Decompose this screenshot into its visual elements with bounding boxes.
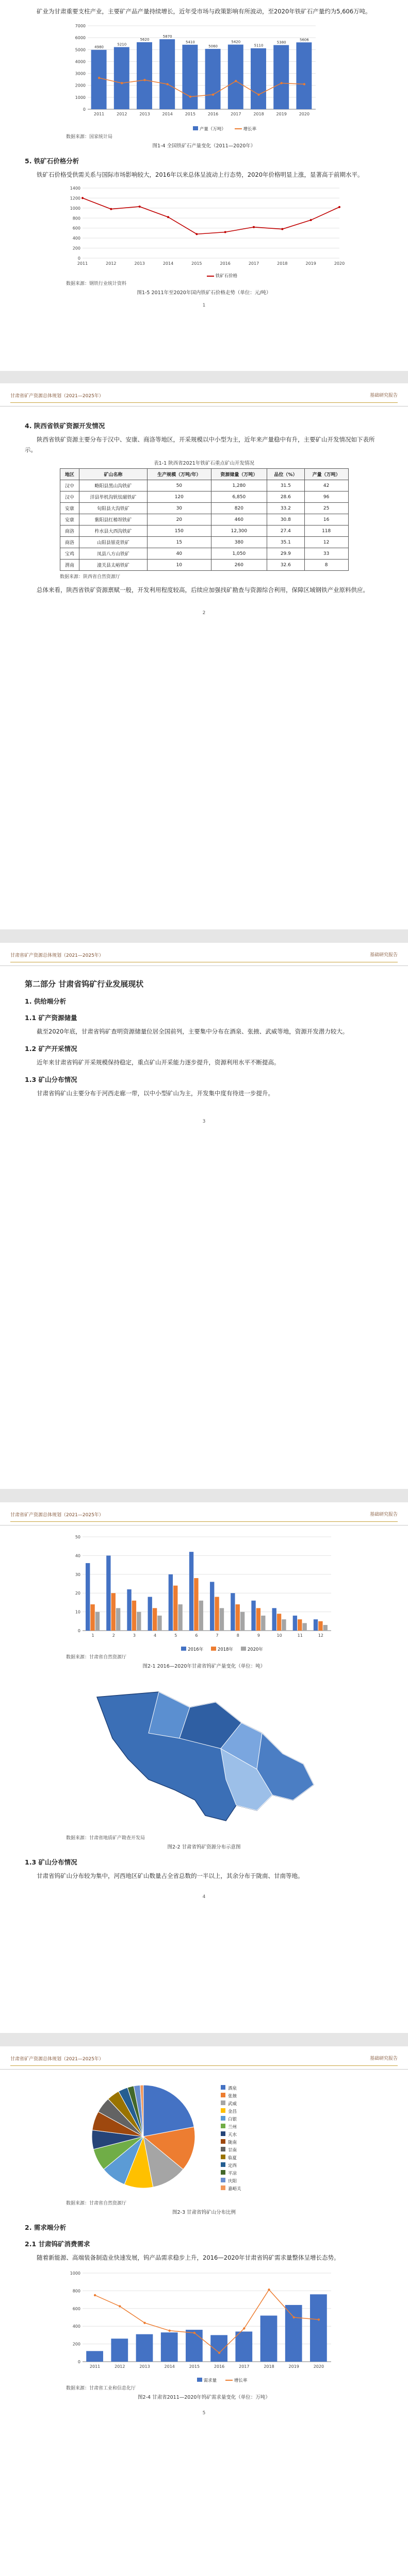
table-cell: 洋县毕机沟钒钛磁铁矿 — [79, 492, 148, 503]
paragraph: 甘肃省钨矿山主要分布于河西走廊一带，以中小型矿山为主，开发集中度有待进一步提升。 — [37, 1090, 274, 1097]
table-cell: 28.6 — [267, 492, 304, 503]
bar — [169, 1574, 173, 1631]
x-tick-label: 2018 — [253, 112, 264, 116]
bar — [293, 1616, 297, 1631]
x-tick-label: 2019 — [288, 2364, 299, 2369]
table-cell: 10 — [147, 560, 211, 571]
bar — [261, 1616, 265, 1631]
x-tick-label: 2019 — [276, 112, 287, 116]
y-tick-label: 1400 — [70, 186, 80, 191]
table-cell: 40 — [147, 548, 211, 560]
table-cell: 6,850 — [211, 492, 267, 503]
x-tick-label: 2011 — [93, 112, 105, 116]
table-cell: 16 — [304, 514, 348, 526]
bar — [277, 1614, 281, 1631]
bar — [236, 1604, 240, 1631]
table-row — [60, 492, 348, 503]
table-cell: 渭南 — [60, 560, 79, 571]
data-label: 5620 — [140, 37, 150, 42]
x-tick-label: 3 — [133, 1633, 136, 1638]
table-cell: 260 — [211, 560, 267, 571]
legend-item: 甘南 — [221, 2147, 241, 2155]
bar — [194, 1578, 198, 1631]
bar — [106, 1555, 110, 1631]
paragraph: 近年来甘肃省钨矿开采规模保持稳定，重点矿山开采能力逐步提升，资源利用水平不断提高。 — [37, 1059, 280, 1066]
legend-item: 定西 — [221, 2162, 241, 2170]
table-row — [60, 560, 348, 571]
bar — [91, 50, 107, 109]
table-row — [60, 480, 348, 492]
x-tick-label: 2020 — [334, 261, 345, 266]
bar — [173, 1586, 177, 1631]
bar — [296, 42, 312, 109]
map-caption: 图2-2 甘肃省钨矿资源分布示意图 — [167, 1844, 241, 1850]
data-label: 5606 — [299, 38, 309, 42]
page-2 — [0, 383, 408, 929]
x-tick-label: 2013 — [134, 261, 145, 266]
legend-item: 平凉 — [221, 2170, 241, 2178]
price-line — [83, 198, 339, 234]
x-tick-label: 2014 — [162, 112, 173, 116]
y-tick-label: 3000 — [75, 71, 86, 76]
price-paragraph: 铁矿石价格受供需关系与国际市场影响较大，2016年以来总体呈波动上行态势，2020年价格明显上涨，显著高于前期水平。 — [37, 171, 364, 178]
y-tick-label: 800 — [72, 2289, 80, 2294]
legend-item: 张掖 — [221, 2093, 241, 2100]
x-tick-label: 2012 — [106, 261, 117, 266]
table-row — [60, 537, 348, 548]
bar — [153, 1608, 157, 1631]
bar — [137, 42, 152, 109]
page-number: 5 — [202, 2411, 206, 2416]
table-cell: 汉中 — [60, 492, 79, 503]
bar — [298, 1619, 302, 1631]
table-header: 品位（%） — [267, 469, 304, 480]
table-cell: 安康 — [60, 503, 79, 514]
x-tick-label: 10 — [276, 1633, 282, 1638]
page-4 — [0, 1502, 408, 2033]
section-title: 2. 需求端分析 — [25, 2224, 67, 2231]
legend-item: 天水 — [221, 2131, 241, 2139]
table-header: 生产规模（万吨/年） — [147, 469, 211, 480]
x-tick-label: 2012 — [115, 2364, 125, 2369]
table-cell: 32.6 — [267, 560, 304, 571]
x-tick-label: 4 — [154, 1633, 157, 1638]
bar — [95, 1612, 100, 1631]
subsection-title: 2.1 甘肃钨矿消费需求 — [25, 2240, 90, 2248]
table-cell: 紫阳县红椿坝铁矿 — [79, 514, 148, 526]
paragraph: 总体来看，陕西省铁矿资源禀赋一般，开发利用程度较高，后续应加强找矿勘查与资源综合利用，保障区域钢铁产业原料供应。 — [37, 586, 369, 594]
bar — [157, 1616, 161, 1631]
x-tick-label: 2016 — [214, 2364, 225, 2369]
table-cell: 山阳县银花铁矿 — [79, 537, 148, 548]
bar — [111, 2338, 128, 2362]
bar — [228, 45, 243, 109]
x-tick-label: 2018 — [277, 261, 288, 266]
subsection-title: 1.3 矿山分布情况 — [25, 1076, 77, 1083]
bar — [215, 1597, 219, 1631]
x-tick-label: 2011 — [77, 261, 88, 266]
y-tick-label: 0 — [77, 2360, 80, 2364]
table-cell: 50 — [147, 480, 211, 492]
table-row — [60, 526, 348, 537]
bar — [132, 1601, 136, 1631]
bar — [86, 1563, 90, 1631]
data-label: 5110 — [254, 43, 264, 48]
x-tick-label: 2014 — [164, 2364, 175, 2369]
x-tick-label: 2020 — [299, 112, 310, 116]
chart-source: 数据来源：甘肃省工业和信息化厅 — [66, 2386, 136, 2391]
x-tick-label: 2018 — [264, 2364, 274, 2369]
data-label: 5210 — [117, 42, 127, 47]
y-tick-label: 50 — [75, 1535, 80, 1539]
table-caption: 表1-1 陕西省2021年铁矿石重点矿山开发情况 — [154, 461, 254, 466]
table-header: 产量（万吨） — [304, 469, 348, 480]
pie-chart — [76, 2075, 383, 2198]
y-tick-label: 6000 — [75, 36, 86, 41]
bar — [199, 1601, 203, 1631]
bar — [137, 1612, 141, 1631]
x-tick-label: 9 — [257, 1633, 260, 1638]
legend-item: 陇南 — [221, 2139, 241, 2147]
page-header: 甘肃省矿产资源总体规划（2021—2025年） 基础研究报告 — [0, 943, 408, 966]
x-tick-label: 8 — [236, 1633, 239, 1638]
bar — [318, 1621, 322, 1631]
chart-source: 数据来源：甘肃省自然资源厅 — [66, 1655, 127, 1660]
table-cell: 15 — [147, 537, 211, 548]
bar — [282, 1619, 286, 1631]
bar — [186, 2330, 203, 2362]
data-label: 5380 — [276, 40, 286, 45]
table-cell: 820 — [211, 503, 267, 514]
table-cell: 31.5 — [267, 480, 304, 492]
y-tick-label: 1000 — [75, 95, 86, 100]
bar — [90, 1604, 94, 1631]
data-label: 5060 — [208, 44, 218, 48]
section-title: 4. 陕西省铁矿资源开发情况 — [25, 422, 105, 430]
y-tick-label: 400 — [72, 2324, 80, 2329]
table-cell: 商洛 — [60, 526, 79, 537]
bar — [127, 1589, 131, 1631]
subsection-title: 1.2 矿产开采情况 — [25, 1045, 77, 1053]
data-label: 4980 — [94, 45, 104, 49]
bar — [251, 1601, 255, 1631]
table-header: 矿山名称 — [79, 469, 148, 480]
y-tick-label: 0 — [83, 107, 86, 112]
table-row — [60, 514, 348, 526]
legend-item: 临夏 — [221, 2155, 241, 2162]
chart-caption: 图1-5 2011年至2020年国内铁矿石价格走势（单位：元/吨） — [137, 290, 271, 296]
table-cell: 旬阳县大沟铁矿 — [79, 503, 148, 514]
province-map — [87, 1676, 383, 1833]
bar — [231, 1593, 235, 1631]
x-tick-label: 2019 — [305, 261, 316, 266]
x-tick-label: 2 — [112, 1633, 115, 1638]
table-cell: 1,050 — [211, 548, 267, 560]
x-tick-label: 2013 — [139, 2364, 150, 2369]
bar — [314, 1619, 318, 1631]
legend-item: 兰州 — [221, 2124, 241, 2131]
table-cell: 潼关县太峪铁矿 — [79, 560, 148, 571]
bar — [114, 47, 129, 109]
page-number: 2 — [202, 611, 206, 616]
data-label: 5870 — [162, 35, 172, 39]
x-tick-label: 11 — [297, 1633, 303, 1638]
page-header: 甘肃省矿产资源总体规划（2021—2025年） 基础研究报告 — [0, 383, 408, 406]
bar — [220, 1608, 224, 1631]
bar — [240, 1612, 244, 1631]
table-cell: 118 — [304, 526, 348, 537]
chart-caption: 图2-1 2016—2020年甘肃省钨矿产量变化（单位：吨） — [142, 1664, 266, 1669]
bar — [235, 2332, 252, 2362]
chart-caption: 图1-4 全国铁矿石产量变化（2011—2020年） — [152, 143, 256, 149]
table-cell: 柞水县大西沟铁矿 — [79, 526, 148, 537]
y-tick-label: 7000 — [75, 24, 86, 28]
map-source: 数据来源：甘肃省地质矿产勘查开发局 — [66, 1836, 145, 1841]
x-tick-label: 2011 — [89, 2364, 101, 2369]
table-header: 资源储量（万吨） — [211, 469, 267, 480]
y-tick-label: 20 — [75, 1591, 80, 1596]
y-tick-label: 200 — [72, 2342, 80, 2347]
table-cell: 商洛 — [60, 537, 79, 548]
x-tick-label: 2015 — [185, 112, 196, 116]
y-tick-label: 10 — [75, 1609, 80, 1615]
paragraph: 截至2020年底，甘肃省钨矿查明资源储量位居全国前列，主要集中分布在酒泉、张掖、武威等地，资源开发潜力较大。 — [37, 1028, 349, 1035]
table-cell: 12,300 — [211, 526, 267, 537]
table-cell: 20 — [147, 514, 211, 526]
x-tick-label: 2015 — [189, 2364, 200, 2369]
bar — [256, 1608, 260, 1631]
legend-item: 武威 — [221, 2100, 241, 2108]
table-cell: 1,280 — [211, 480, 267, 492]
bar — [273, 45, 289, 109]
x-tick-label: 2015 — [191, 261, 202, 266]
y-tick-label: 600 — [72, 2306, 80, 2311]
bar — [272, 1608, 276, 1631]
table-row — [60, 503, 348, 514]
paragraph: 甘肃省钨矿山分布较为集中，河西地区矿山数量占全省总数的一半以上，其余分布于陇南、甘南等地。 — [37, 1872, 304, 1879]
table-row — [60, 548, 348, 560]
table-cell: 安康 — [60, 514, 79, 526]
table-cell: 27.4 — [267, 526, 304, 537]
chart-caption: 图2-3 甘肃省钨矿山分布比例 — [172, 2210, 236, 2215]
y-tick-label: 30 — [75, 1572, 80, 1577]
y-tick-label: 40 — [75, 1553, 80, 1558]
y-tick-label: 800 — [72, 216, 80, 221]
bar — [310, 2294, 327, 2362]
x-tick-label: 7 — [216, 1633, 219, 1638]
x-tick-label: 2013 — [139, 112, 150, 116]
page-5 — [0, 2046, 408, 2576]
bar — [210, 1582, 214, 1631]
subsection-title: 1.3 矿山分布情况 — [25, 1858, 77, 1866]
y-tick-label: 400 — [72, 236, 80, 241]
x-tick-label: 2012 — [117, 112, 127, 116]
legend-price — [207, 276, 214, 277]
legend-item: 庆阳 — [221, 2178, 241, 2185]
legend-item: 白银 — [221, 2116, 241, 2124]
bar — [182, 45, 198, 109]
x-tick-label: 2017 — [239, 2364, 250, 2369]
table-cell: 96 — [304, 492, 348, 503]
chart-caption: 图2-4 甘肃省2011—2020年钨矿需求量变化（单位：万吨） — [138, 2395, 270, 2400]
table-cell: 8 — [304, 560, 348, 571]
paragraph: 陕西省铁矿资源主要分布于汉中、安康、商洛等地区，开采规模以中小型为主，近年来产量稳中有升，主要矿山开发情况如下表所示。 — [25, 436, 375, 453]
intro-paragraph: 矿业为甘肃重要支柱产业，主要矿产品产量持续增长，近年受市场与政策影响有所波动，至2020年铁矿石产量约为5,606万吨。 — [37, 8, 371, 15]
production-chart: 0 1000 2000 3000 4000 5000 6000 7000 4980 5210 5620 5870 5410 5060 5420 5110 5380 5606 2011 2012 2013 2014 2015 2016 2017 2018 2019 2020 产量（万吨） 增长率 — [66, 20, 383, 132]
paragraph: 随着新能源、高端装备制造业快速发展，钨产品需求稳步上升，2016—2020年甘肃省钨矿需求量整体呈增长态势。 — [37, 2254, 340, 2261]
bar — [251, 48, 266, 109]
table-cell: 380 — [211, 537, 267, 548]
y-tick-label: 600 — [72, 226, 80, 231]
y-tick-label: 0 — [77, 1629, 80, 1633]
table-cell: 汉中 — [60, 480, 79, 492]
data-label: 5410 — [185, 40, 195, 44]
table-cell: 120 — [147, 492, 211, 503]
table-cell: 35.1 — [267, 537, 304, 548]
table-cell: 宝鸡 — [60, 548, 79, 560]
page-number: 4 — [202, 1894, 206, 1900]
bar — [302, 1623, 306, 1631]
table-cell: 42 — [304, 480, 348, 492]
legend-item: 嘉峪关 — [221, 2185, 241, 2193]
price-chart: 0 200 400 600 800 1000 1200 1400 2011 2012 2013 2014 2015 2016 2017 2018 2019 2020 铁矿石价格 — [70, 186, 345, 279]
page-header: 甘肃省矿产资源总体规划（2021—2025年） 基础研究报告 — [0, 1502, 408, 1526]
bar — [189, 1552, 193, 1631]
table-cell: 29.9 — [267, 548, 304, 560]
bar — [116, 1608, 120, 1631]
demand-chart: 0 200 400 600 800 1000 2011 2012 2013 2014 2015 2016 2017 2018 2019 2020 需求量 增长率 — [61, 2267, 383, 2383]
table-header: 地区 — [60, 469, 79, 480]
x-tick-label: 5 — [174, 1633, 177, 1638]
table-cell: 150 — [147, 526, 211, 537]
table-cell: 30 — [147, 503, 211, 514]
table-cell: 12 — [304, 537, 348, 548]
subsection-title: 1.1 矿产资源储量 — [25, 1014, 77, 1022]
bar — [210, 2335, 227, 2362]
bar — [205, 49, 221, 109]
y-tick-label: 1000 — [70, 206, 80, 211]
section-title: 1. 供给端分析 — [25, 997, 67, 1005]
table-cell: 略阳县黑山沟铁矿 — [79, 480, 148, 492]
chart-source: 数据来源：钢铁行业统计资料 — [66, 281, 127, 286]
page-number: 3 — [202, 1119, 206, 1124]
table-cell: 460 — [211, 514, 267, 526]
bar — [148, 1597, 152, 1631]
y-tick-label: 5000 — [75, 47, 86, 53]
legend-item: 金昌 — [221, 2108, 241, 2116]
chart-source: 数据来源：甘肃省自然资源厅 — [66, 2201, 127, 2206]
y-tick-label: 2000 — [75, 83, 86, 88]
legend-production — [193, 126, 198, 130]
x-tick-label: 2016 — [220, 261, 231, 266]
bar — [111, 1593, 116, 1631]
page-3 — [0, 943, 408, 1489]
chart-source: 数据来源：国家统计局 — [66, 134, 113, 140]
bar — [136, 2334, 153, 2362]
x-tick-label: 2014 — [162, 261, 174, 266]
x-tick-label: 2016 — [207, 112, 219, 116]
mine-table — [60, 468, 349, 571]
y-tick-label: 1000 — [70, 2271, 80, 2276]
bar — [86, 2351, 103, 2362]
x-tick-label: 1 — [91, 1633, 94, 1638]
section-title: 5. 铁矿石价格分析 — [25, 157, 79, 165]
page-header: 甘肃省矿产资源总体规划（2021—2025年） 基础研究报告 — [0, 2046, 408, 2070]
table-cell: 凤县八方山铁矿 — [79, 548, 148, 560]
page-1 — [0, 0, 408, 371]
bar — [159, 39, 175, 109]
output-chart: 0 10 20 30 40 50 1 2 3 4 5 6 7 8 9 10 11 12 2016年 2018年 2020年 — [61, 1531, 383, 1652]
table-note: 数据来源：陕西省自然资源厅 — [60, 574, 121, 580]
y-tick-label: 4000 — [75, 59, 86, 64]
bar — [260, 2316, 278, 2362]
legend-growth — [235, 128, 242, 129]
x-tick-label: 2017 — [231, 112, 241, 116]
y-tick-label: 0 — [77, 256, 80, 261]
table-cell: 30.8 — [267, 514, 304, 526]
bar — [285, 2305, 302, 2362]
x-tick-label: 2017 — [248, 261, 259, 266]
bar — [178, 1604, 182, 1631]
x-tick-label: 12 — [318, 1633, 324, 1638]
part-title: 第二部分 甘肃省钨矿行业发展现状 — [25, 979, 144, 989]
y-tick-label: 1200 — [70, 196, 80, 201]
table-cell: 33.2 — [267, 503, 304, 514]
data-label: 5420 — [231, 40, 241, 44]
table-cell: 25 — [304, 503, 348, 514]
x-tick-label: 2020 — [313, 2364, 324, 2369]
y-tick-label: 200 — [72, 246, 80, 251]
table-cell: 33 — [304, 548, 348, 560]
bar — [161, 2332, 178, 2362]
x-tick-label: 6 — [195, 1633, 198, 1638]
bar — [323, 1625, 328, 1631]
legend-item: 酒泉 — [221, 2085, 241, 2093]
page-number: 1 — [202, 303, 206, 308]
